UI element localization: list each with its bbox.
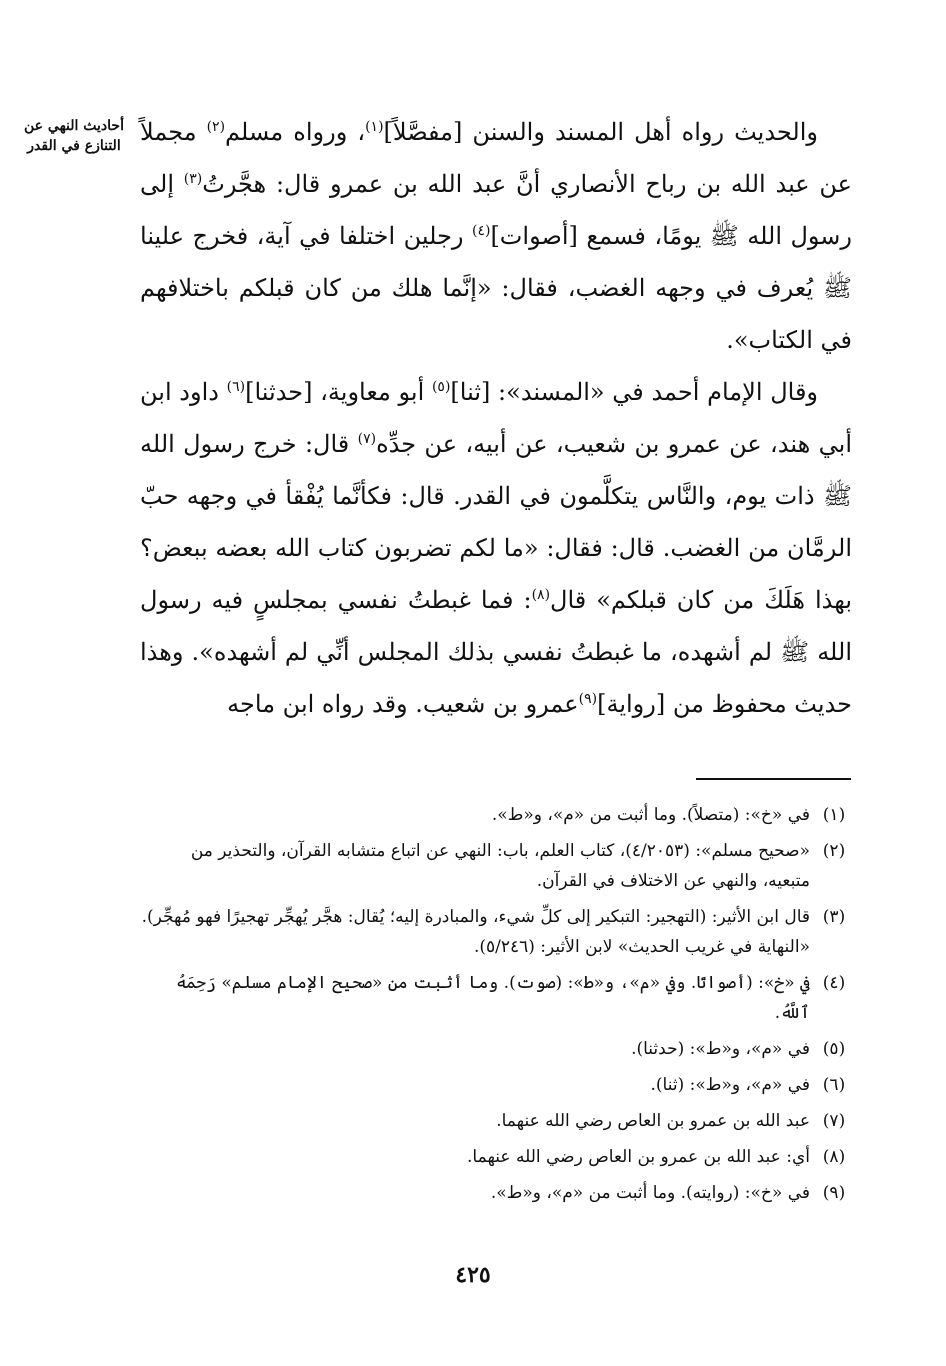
footnote: [140, 800, 852, 830]
footnote: [140, 1034, 852, 1064]
footnote-ref: (٣): [183, 171, 203, 187]
text-run: وقال الإمام أحمد في «المسند»: [ثنا]: [450, 378, 819, 406]
footnote-ref: (٦): [226, 379, 246, 395]
footnote-text: أي: عبد الله بن عمرو بن العاص رضي الله عنهما.: [467, 1147, 810, 1167]
footnote: [140, 1070, 852, 1100]
footnote-number: (٥): [822, 1039, 846, 1059]
text-run: داود ابن أبي هند، عن عمرو بن شعيب، عن أبيه، عن جدِّه: [140, 378, 852, 458]
paragraph: [140, 366, 852, 730]
footnote-number: (٤): [822, 973, 846, 993]
footnote-text: في «خ»: (أصواتًا. وفي «م»، و«ط»: (صوت). وما أثبت من «صحيح الإمام مسلم» رَحِمَهُ ٱللَّهُ.: [176, 973, 810, 1023]
footnote-text: عبد الله بن عمرو بن العاص رضي الله عنهما.: [496, 1111, 810, 1131]
footnote: [140, 1106, 852, 1136]
footnote-ref: (٩): [578, 691, 598, 707]
footnote-ref: (٢): [206, 119, 226, 135]
footnote-text: في «خ»: (روايته). وما أثبت من «م»، و«ط».: [490, 1183, 810, 1203]
footnote: [140, 1178, 852, 1208]
footnote-number: (٢): [822, 841, 846, 861]
margin-note: أحاديث النهي عن التنازع في القدر: [24, 118, 124, 154]
footnote: [140, 1142, 852, 1172]
footnote-number: (٦): [822, 1075, 846, 1095]
footnote-ref: (١): [365, 119, 384, 135]
text-run: قال: خرج رسول الله ﷺ ذات يوم، والنَّاس يتكلَّمون في القدر. قال: فكأنَّما يُفْقأ في وجهه حبّ الرمَّان من الغضب. قال: فقال: «ما لكم تضربون كتاب الله بعضه ببعض؟ بهذا هَلَكَ من كان قبلكم» قال: [140, 430, 852, 614]
page-number: ٤٢٥: [455, 1262, 491, 1288]
footnote-number: (٣): [822, 907, 846, 927]
footnote-text: في «م»، و«ط»: (حدثنا).: [631, 1039, 810, 1059]
footnote-text: في «خ»: (متصلاً). وما أثبت من «م»، و«ط».: [491, 805, 810, 825]
footnote-number: (٧): [822, 1111, 846, 1131]
text-run: إلى رسول الله ﷺ يومًا، فسمع [أصوات]: [140, 170, 852, 250]
footnote-separator: [696, 778, 851, 780]
text-run: عمرو بن شعيب. وقد رواه ابن ماجه: [227, 690, 579, 718]
footnotes-list: [140, 800, 852, 1214]
text-run: : فما غبطتُ نفسي بمجلسٍ فيه رسول الله ﷺ لم أشهده، ما غبطتُ نفسي بذلك المجلس أنِّي لم أشهده». وهذا حديث محفوظ من [رواية]: [140, 586, 852, 718]
footnote-text: في «م»، و«ط»: (ثنا).: [650, 1075, 810, 1095]
footnote-text: «صحيح مسلم»: (٤/٢٠٥٣)، كتاب العلم، باب: النهي عن اتباع متشابه القرآن، والتحذير من متبعيه، والنهي عن الاختلاف في القرآن.: [190, 841, 810, 891]
text-run: ، ورواه مسلم: [225, 118, 366, 146]
footnote-number: (١): [822, 805, 846, 825]
footnote: [140, 968, 852, 1028]
footnote-number: (٩): [822, 1183, 846, 1203]
footnote: [140, 902, 852, 962]
footnote-text: قال ابن الأثير: (التهجير: التبكير إلى كلِّ شيء، والمبادرة إليه؛ يُقال: هجَّر يُهجِّر تهجيرًا فهو مُهجِّر). «النهاية في غريب الحديث» لابن الأثير: (٥/٢٤٦).: [141, 907, 810, 957]
text-run: والحديث رواه أهل المسند والسنن [مفصَّلاً]: [383, 118, 818, 146]
paragraph: [140, 106, 852, 366]
text-run: أبو معاوية، [حدثنا]: [245, 378, 432, 406]
footnote-ref: (٤): [471, 223, 491, 239]
main-text: [140, 106, 852, 730]
footnote-ref: (٧): [357, 431, 377, 447]
footnote: [140, 836, 852, 896]
footnote-ref: (٨): [531, 587, 551, 603]
footnote-number: (٨): [822, 1147, 846, 1167]
text-run: رجلين اختلفا في آية، فخرج علينا ﷺ يُعرف في وجهه الغضب، فقال: «إنَّما هلك من كان قبلكم باختلافهم في الكتاب».: [140, 222, 852, 354]
text-run: مجملاً عن عبد الله بن رباح الأنصاري أنَّ عبد الله بن عمرو قال: هجَّرتُ: [140, 118, 852, 198]
footnote-ref: (٥): [431, 379, 451, 395]
